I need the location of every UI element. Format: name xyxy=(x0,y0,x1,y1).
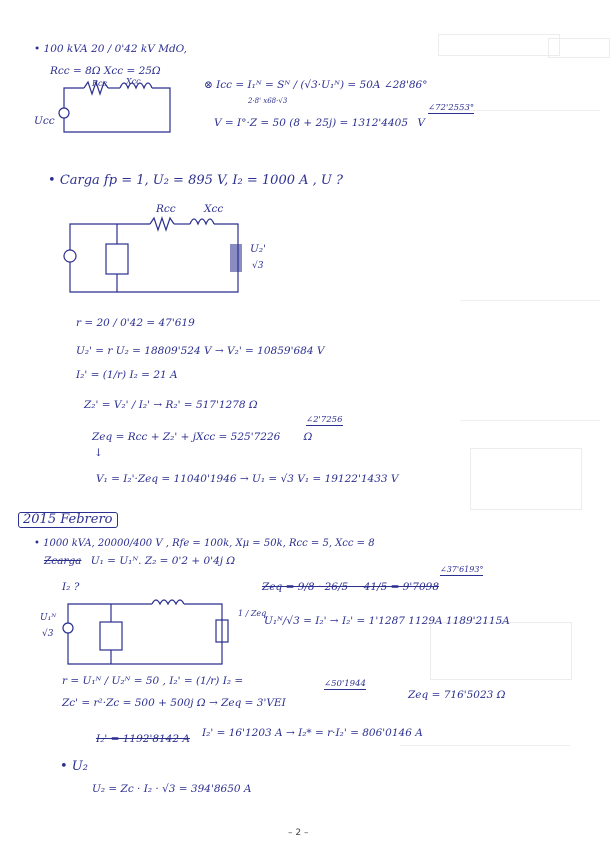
bullet: • xyxy=(34,43,41,55)
v-equation-text: V = I°·Z = 50 (8 + 25j) = 1312'4405 xyxy=(214,117,409,129)
section-title: 2015 Febrero xyxy=(18,512,118,528)
problem2-line2 xyxy=(44,556,235,568)
v1-equation: V₁ = I₂'·Zeq = 11040'1946 → U₁ = √3 V₁ = 19122'1433 V xyxy=(96,473,399,485)
rcc-label: Rcc xyxy=(92,79,107,88)
xcc-label-2: Xcc xyxy=(204,203,224,215)
bullet: • xyxy=(48,173,56,188)
source-symbol xyxy=(64,250,76,262)
i2-equation: I₂' = (1/r) I₂ = 21 A xyxy=(76,369,178,381)
ucc-label: Ucc xyxy=(34,115,55,127)
u2-equation: U₂' = r U₂ = 18809'524 V → V₂' = 10859'684 V xyxy=(76,345,325,357)
bleed-through-line xyxy=(460,300,600,301)
wire xyxy=(70,224,150,250)
i2-struck: I₂' = 1192'8142 A xyxy=(96,733,190,745)
struck-word: Zcarga xyxy=(44,555,82,567)
down-arrow: ↓ xyxy=(94,447,103,459)
header-text: 100 kVA 20 / 0'42 kV MdO, xyxy=(43,43,188,55)
zeq-equation xyxy=(92,432,312,444)
i2-final: I₂' = 16'1203 A → I₂* = r·I₂' = 806'0146 A xyxy=(202,727,423,739)
source-symbol xyxy=(59,108,69,118)
wire xyxy=(64,88,170,132)
xcc-label: Xcc xyxy=(126,77,141,86)
magnetizing-branch xyxy=(100,622,122,650)
r-equation: r = 20 / 0'42 = 47'619 xyxy=(76,317,195,329)
bullet: • xyxy=(34,538,40,549)
r-equation-2: r = U₁ᴺ / U₂ᴺ = 50 , I₂' = (1/r) I₂ = xyxy=(62,675,244,687)
i-fraction-lead: 1 / Zeq xyxy=(238,609,267,618)
source-label-bottom: √3 xyxy=(42,629,54,639)
zeq-unit: Ω xyxy=(303,431,313,443)
circuit-diagram-2 xyxy=(62,218,262,298)
problem2-header xyxy=(34,538,375,549)
problem1b-header xyxy=(48,174,343,188)
zeq-angle: ∠2'7256 xyxy=(306,415,343,425)
wire xyxy=(68,604,152,623)
source-symbol xyxy=(63,623,73,633)
sqrt3-label: √3 xyxy=(252,261,264,271)
inductor-xcc xyxy=(190,219,214,224)
bleed-through-line xyxy=(460,420,600,421)
bleed-through-box xyxy=(430,622,572,680)
zc-angle: ∠50'1944 xyxy=(324,679,366,689)
impedance-series xyxy=(152,600,184,604)
zeq-result: Zeq = 716'5023 Ω xyxy=(408,689,506,701)
zeq-struck-angle: ∠37'6193° xyxy=(440,565,484,574)
v-unit: V xyxy=(417,117,425,129)
zeq-struck: Zeq = 9/8 · 26/5 − 41/5 = 9'7098 xyxy=(262,581,440,593)
page-number: – 2 – xyxy=(288,828,309,838)
u2-prime-label: U₂' xyxy=(250,243,266,255)
bleed-through-box xyxy=(438,34,560,56)
header-text: 1000 kVA, 20000/400 V , Rfe = 100k, Xμ = 50k, Rcc = 5, Xcc = 8 xyxy=(43,538,375,549)
problem1-params: Rcc = 8Ω Xcc = 25Ω xyxy=(50,65,161,77)
zeq-text: Zeq = Rcc + Z₂' + jXcc = 525'7226 xyxy=(92,431,281,443)
line2-text: U₁ = U₁ᴺ. Z₂ = 0'2 + 0'4j Ω xyxy=(90,555,236,567)
wire xyxy=(64,88,84,108)
wire xyxy=(70,224,238,292)
circuit-diagram-1 xyxy=(58,78,188,138)
circuit-diagram-3 xyxy=(62,598,232,668)
icc-subnote: 2·8' x68·√3 xyxy=(248,97,288,105)
source-label-top: U₁ᴺ xyxy=(40,613,57,623)
zc-equation: Zc' = r²·Zc = 500 + 500j Ω → Zeq = 3'VEI xyxy=(62,697,286,709)
resistor-rcc xyxy=(150,218,174,230)
u2-bullet: • U₂ xyxy=(60,759,88,774)
header-text: Carga fp = 1, U₂ = 895 V, I₂ = 1000 A , U ? xyxy=(59,173,343,188)
rcc-label-2: Rcc xyxy=(156,203,176,215)
v-angle: ∠72'2553° xyxy=(428,103,475,113)
i-equation: U₁ᴺ/√3 = I₂' → I₂' = 1'1287 1129A 1189'2115A xyxy=(264,615,510,627)
bleed-through-box xyxy=(470,448,582,510)
bleed-through-box xyxy=(548,38,610,58)
load-resistor xyxy=(230,244,242,272)
u2-equation-final: U₂ = Zc · I₂ · √3 = 394'8650 A xyxy=(92,783,252,795)
z2-equation: Z₂' = V₂' / I₂' → R₂' = 517'1278 Ω xyxy=(84,399,258,411)
problem1-header xyxy=(34,44,187,56)
v-equation xyxy=(214,118,425,130)
bleed-through-line xyxy=(400,745,570,746)
icc-equation: ⊗ Icc = I₁ᴺ = Sᴺ / (√3·U₁ᴺ) = 50A ∠28'86° xyxy=(204,79,428,91)
magnetizing-branch xyxy=(106,244,128,274)
i2-question: I₂ ? xyxy=(62,581,80,593)
wire xyxy=(68,604,222,664)
